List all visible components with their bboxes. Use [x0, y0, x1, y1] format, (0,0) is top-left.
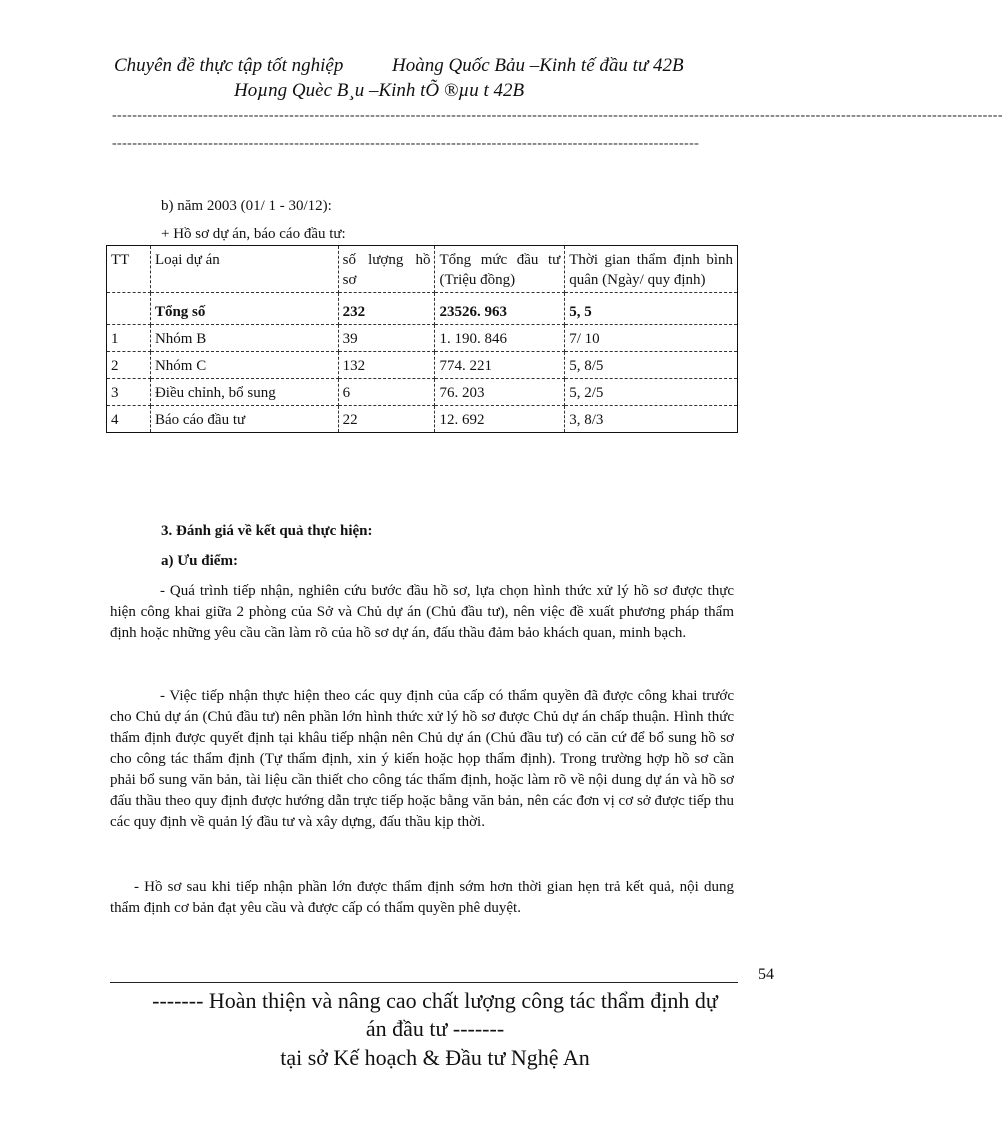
header-project-type: Loại dự án: [150, 246, 338, 293]
row-count: 132: [338, 352, 435, 379]
header-author: Hoàng Quốc Bảu –Kinh tế đầu tư 42B: [392, 55, 684, 76]
header-dashed-rule-short: --------------------------------------------------------------------------------------------------------------------: [112, 136, 700, 151]
row-type: Nhóm B: [150, 325, 338, 352]
table-row: [107, 379, 738, 406]
header-dossier-count: số lượng hồ sơ: [338, 246, 435, 293]
row-count: 22: [338, 406, 435, 433]
section-b-subtitle: + Hồ sơ dự án, báo cáo đầu tư:: [161, 226, 346, 242]
row-time: 7/ 10: [565, 325, 738, 352]
section-3-subtitle: a) Ưu điểm:: [161, 553, 238, 569]
footer-line-3: tại sở Kế hoạch & Đầu tư Nghệ An: [280, 1045, 590, 1070]
row-tt: [107, 293, 151, 325]
row-count: 39: [338, 325, 435, 352]
header-author-garbled: Hoµng Quèc B¸u –Kinh tÕ ®µu t 42B: [234, 80, 525, 101]
project-dossier-table: [106, 245, 738, 433]
row-time: 3, 8/3: [565, 406, 738, 433]
row-total: 76. 203: [435, 379, 565, 406]
table-row: [107, 406, 738, 433]
footer-line-1: ------- Hoàn thiện và nâng cao chất lượng công tác thẩm định dự: [152, 988, 718, 1013]
row-type: Điều chỉnh, bổ sung: [150, 379, 338, 406]
row-type: Tổng số: [150, 293, 338, 325]
header-total-investment: Tổng mức đầu tư (Triệu đồng): [435, 246, 565, 293]
table-row-total: [107, 293, 738, 325]
row-time: 5, 8/5: [565, 352, 738, 379]
table-header-row: [107, 246, 738, 293]
row-total: 23526. 963: [435, 293, 565, 325]
row-tt: 3: [107, 379, 151, 406]
page-number: 54: [758, 966, 774, 983]
row-time: 5, 2/5: [565, 379, 738, 406]
paragraph-3: - Hồ sơ sau khi tiếp nhận phần lớn được thẩm định sớm hơn thời gian hẹn trả kết quả, nội dung thẩm định cơ bản đạt yêu cầu và được cấp có thẩm quyền phê duyệt.: [110, 879, 734, 916]
header-tt: TT: [107, 246, 151, 293]
paragraph-2: - Việc tiếp nhận thực hiện theo các quy định của cấp có thẩm quyền đã được công khai trước cho Chủ dự án (Chủ đầu tư) nên phần lớn hình thức xử lý hồ sơ được Chủ dự án chấp thuận. Hình thức thẩm định được quyết định tại khâu tiếp nhận nên Chủ dự án (Chủ đầu tư) có căn cứ để bổ sung hồ sơ cho công tác thẩm định (Tự thẩm định, xin ý kiến hoặc họp thẩm định). Trong trường hợp hồ sơ cần phải bổ sung văn bản, tài liệu cần thiết cho công tác thẩm định, hoặc làm rõ về nội dung dự án và hồ sơ đấu thầu theo quy định được hướng dẫn trực tiếp hoặc bằng văn bản, nên các đơn vị cơ sở được tiếp thu các quy định về quản lý đầu tư và xây dựng, đấu thầu kịp thời.: [110, 688, 734, 830]
section-b-title: b) năm 2003 (01/ 1 - 30/12):: [161, 198, 332, 214]
header-course-title: Chuyên đề thực tập tốt nghiệp: [114, 55, 344, 76]
row-time: 5, 5: [565, 293, 738, 325]
row-total: 774. 221: [435, 352, 565, 379]
row-total: 1. 190. 846: [435, 325, 565, 352]
paragraph-1: - Quá trình tiếp nhận, nghiên cứu bước đầu hồ sơ, lựa chọn hình thức xử lý hồ sơ được thực hiện công khai giữa 2 phòng của Sở và Chủ dự án (Chủ đầu tư), nên việc đề xuất phương pháp thẩm định hoặc những yêu cầu cần làm rõ của hồ sơ dự án, đấu thầu đảm bảo khách quan, minh bạch.: [110, 583, 734, 641]
row-type: Nhóm C: [150, 352, 338, 379]
row-tt: 2: [107, 352, 151, 379]
table-row: [107, 352, 738, 379]
footer-rule: [110, 982, 738, 983]
section-3-title: 3. Đánh giá về kết quả thực hiện:: [161, 523, 373, 539]
header-appraisal-time: Thời gian thẩm định bình quân (Ngày/ quy định): [565, 246, 738, 293]
table-row: [107, 325, 738, 352]
header-dashed-rule: --------------------------------------------------------------------------------------------------------------------------------------------------------------------------------: [112, 108, 1003, 123]
row-tt: 1: [107, 325, 151, 352]
row-total: 12. 692: [435, 406, 565, 433]
row-count: 232: [338, 293, 435, 325]
row-type: Báo cáo đầu tư: [150, 406, 338, 433]
row-tt: 4: [107, 406, 151, 433]
row-count: 6: [338, 379, 435, 406]
footer-line-2: án đầu tư -------: [365, 1016, 505, 1041]
